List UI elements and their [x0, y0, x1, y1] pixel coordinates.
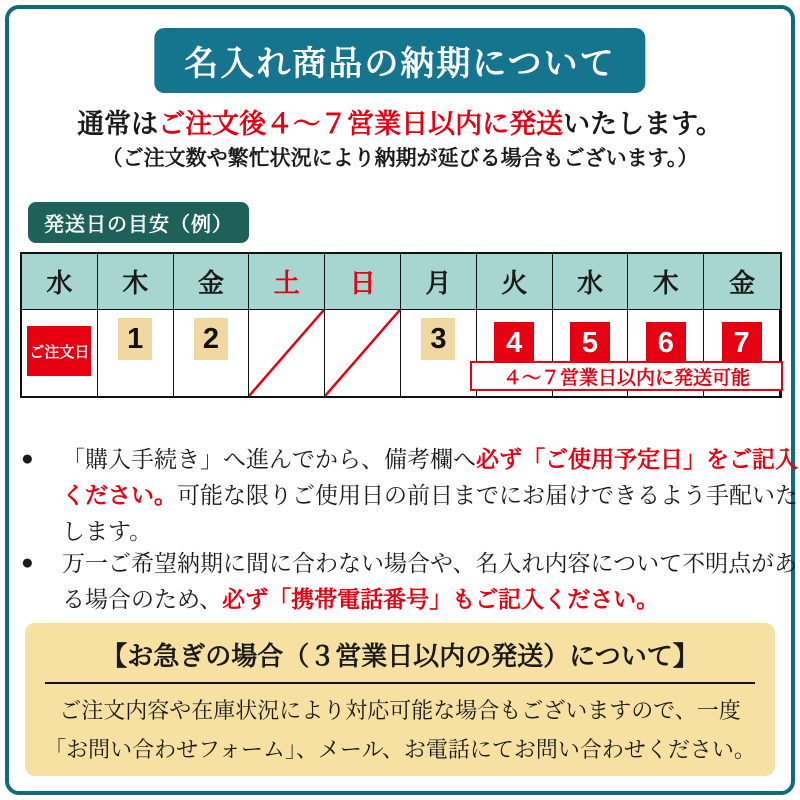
schedule-table-header [22, 254, 780, 310]
bullet-icon: ● [21, 551, 34, 574]
weekend-slash-icon [325, 310, 400, 396]
cell-day-3 [401, 310, 477, 396]
rush-box-line-1: ご注文内容や在庫状況により対応可能な場合もございますので、一度 [59, 698, 741, 723]
ship-day-badge: 6 [646, 322, 686, 364]
bullet-icon: ● [21, 447, 34, 470]
bullet2-highlight: 必ず「携帯電話番号」もご記入ください。 [222, 586, 660, 612]
note-bullet-2 [21, 545, 800, 617]
lead-highlight: ご注文後４～７営業日以内に発送 [158, 109, 564, 139]
shipping-window-callout: ４～７営業日以内に発送可能 [470, 361, 783, 391]
bullet1-highlight: 必ず「ご使用予定日」をご記入ください。 [62, 446, 798, 508]
day-header-thu1: 木 [98, 254, 174, 310]
cell-closed-sat [249, 310, 325, 396]
day-header-sun: 日 [325, 254, 401, 310]
bullet1-text-2: 可能な限りご使用日の前日までにお届けできるよう手配いたします。 [62, 482, 798, 544]
day-header-fri2: 金 [704, 254, 780, 310]
lead-prefix: 通常は [77, 109, 159, 139]
day-header-mon: 月 [401, 254, 477, 310]
business-day-badge: 1 [118, 318, 152, 360]
rush-box-title: 【お急ぎの場合（３営業日以内の発送）について】 [101, 641, 699, 671]
bullet1-text-1: 「購入手続き」へ進んでから、備考欄へ [62, 446, 476, 472]
business-day-badge: 2 [194, 318, 228, 360]
order-day-badge: ご注文日 [27, 326, 91, 376]
cell-day-1 [98, 310, 174, 396]
day-header-fri1: 金 [174, 254, 250, 310]
day-header-thu2: 木 [628, 254, 704, 310]
day-header-sat: 土 [249, 254, 325, 310]
cell-order-day [22, 310, 98, 396]
cell-closed-sun [325, 310, 401, 396]
schedule-table [20, 252, 782, 398]
lead-note: （ご注文数や繁忙状況により納期が延びる場合もございます。） [101, 147, 699, 170]
day-header-tue: 火 [477, 254, 553, 310]
schedule-label: 発送日の目安（例） [28, 202, 249, 243]
ship-day-badge: 4 [494, 322, 534, 364]
rush-box-divider [45, 682, 755, 684]
weekend-slash-icon [249, 310, 324, 396]
schedule-table-body [22, 310, 780, 396]
rush-box-line-2: 「お問い合わせフォーム」、メール、お電話にてお問い合わせください。 [44, 737, 756, 762]
day-header-wed2: 水 [553, 254, 629, 310]
business-day-badge: 3 [421, 318, 455, 360]
rush-order-box [25, 623, 775, 776]
lead-sentence [0, 102, 800, 141]
cell-day-2 [174, 310, 250, 396]
ship-day-badge: 5 [570, 322, 610, 364]
lead-suffix: いたします。 [563, 109, 723, 139]
note-bullet-1 [21, 441, 800, 549]
ship-day-badge: 7 [722, 322, 762, 364]
bullet2-text-1: 万一ご希望納期に間に合わない場合や、名入れ内容について不明点がある場合のため、 [62, 550, 798, 612]
page-title: 名入れ商品の納期について [154, 28, 645, 93]
day-header-wed1: 水 [22, 254, 98, 310]
